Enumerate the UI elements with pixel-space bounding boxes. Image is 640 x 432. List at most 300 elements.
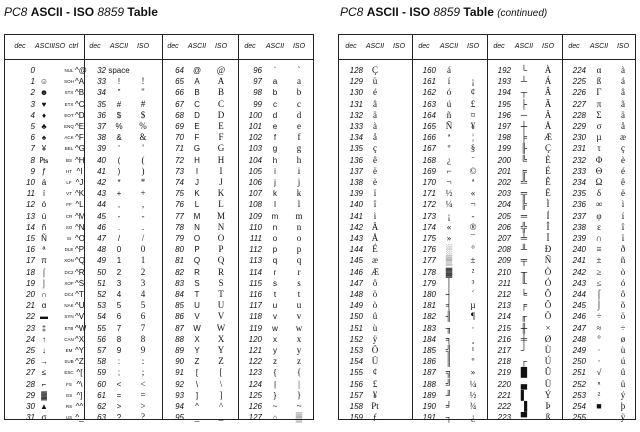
dec-cell: 105: [248, 166, 262, 176]
ascii-cell: ╙: [520, 277, 528, 288]
column-header: dec: [167, 43, 179, 50]
dec-cell: 123: [248, 368, 262, 378]
dec-cell: 84: [175, 290, 184, 299]
iso-cell: %: [139, 121, 147, 131]
left-title-main: ASCII - ISO: [30, 5, 95, 19]
iso-cell: Ê: [545, 177, 551, 187]
dec-cell: 120: [248, 334, 262, 344]
iso-cell: D: [217, 109, 225, 120]
ctrl-name-cell: NUL: [64, 68, 74, 73]
ascii-cell: ¥: [41, 144, 47, 154]
iso-cell: _: [218, 412, 224, 423]
ascii-cell: ╢: [445, 311, 453, 322]
iso-cell: ü: [620, 378, 626, 389]
dec-cell: 71: [175, 144, 184, 154]
table-row: [562, 311, 637, 322]
dec-cell: 192: [497, 66, 511, 75]
ascii-cell: Γ: [596, 87, 602, 98]
ascii-cell: ║: [445, 356, 453, 367]
ascii-cell: V: [194, 312, 200, 322]
iso-cell: =: [140, 389, 146, 400]
table-row: [339, 99, 412, 110]
ascii-cell: ¿: [447, 154, 451, 165]
ascii-cell: Ç: [371, 65, 378, 75]
iso-cell: ï: [621, 233, 625, 243]
table-row: [5, 345, 84, 356]
ascii-cell: o: [272, 234, 278, 243]
table-row: [412, 390, 487, 401]
ascii-cell: ): [117, 166, 121, 176]
iso-cell: Q: [217, 255, 225, 266]
table-row: [339, 356, 412, 367]
dec-cell: 154: [349, 357, 363, 367]
ascii-cell: >: [116, 402, 122, 411]
table-row: [339, 311, 412, 322]
table-row: [562, 345, 637, 356]
ascii-cell: ≡: [596, 244, 602, 255]
ctrl-key-cell: ^P: [75, 245, 85, 255]
table-row: [487, 76, 562, 87]
dec-cell: 163: [422, 99, 436, 109]
ascii-cell: ?: [116, 413, 122, 423]
ascii-cell: ↑: [42, 334, 46, 344]
ascii-cell: O: [193, 234, 201, 243]
ascii-cell: e: [272, 122, 278, 131]
ctrl-key-cell: ^A: [75, 77, 85, 87]
table-row: [238, 311, 315, 322]
ctrl-key-cell: ^S: [75, 278, 85, 288]
dec-cell: 98: [253, 88, 262, 98]
dec-cell: 213: [497, 301, 511, 311]
iso-cell: d: [296, 109, 302, 120]
table-row: [238, 244, 315, 255]
ascii-cell: 7: [116, 323, 122, 333]
ascii-cell: ╕: [445, 333, 453, 344]
ctrl-name-cell: SOH: [64, 79, 74, 85]
dec-cell: 190: [422, 402, 436, 411]
table-row: [238, 121, 315, 132]
right-column-group-3: [562, 35, 637, 423]
ctrl-name-cell: FF: [66, 202, 72, 208]
iso-cell: @: [216, 65, 226, 75]
iso-cell: ó: [620, 277, 626, 288]
iso-cell: Õ: [544, 300, 552, 311]
iso-cell: (: [141, 154, 145, 165]
ctrl-name-cell: EM: [65, 348, 73, 353]
dec-cell: 0: [30, 66, 35, 75]
ascii-cell: ": [117, 88, 121, 98]
dec-cell: 212: [497, 290, 511, 299]
dec-cell: 54: [97, 312, 106, 322]
table-row: [487, 65, 562, 76]
iso-cell: H: [217, 154, 225, 165]
ascii-cell: ┬: [520, 87, 528, 98]
dec-cell: 20: [26, 290, 35, 299]
left-title-prefix: PC8: [4, 5, 28, 19]
ascii-cell: /: [117, 234, 121, 243]
ascii-cell: 4: [116, 290, 122, 299]
dec-cell: 226: [572, 88, 586, 98]
dec-cell: 2: [30, 88, 35, 98]
iso-cell: ³: [471, 277, 475, 288]
ctrl-key-cell: ^H: [75, 155, 85, 165]
dec-cell: 110: [249, 222, 262, 232]
iso-cell: Ù: [544, 345, 552, 355]
ascii-cell: ²: [597, 389, 601, 400]
ascii-cell: ·: [597, 356, 601, 367]
table-row: [84, 87, 162, 98]
iso-cell: 9: [140, 345, 146, 355]
ascii-cell: u: [272, 301, 278, 311]
ascii-cell: ╥: [520, 266, 528, 277]
iso-cell: Ú: [544, 356, 552, 367]
table-row: [562, 143, 637, 154]
table-row: [5, 143, 84, 154]
table-row: [339, 143, 412, 154]
table-row: [5, 289, 84, 300]
ctrl-name-cell: DC2: [64, 269, 74, 275]
table-row: [487, 211, 562, 222]
table-row: [162, 401, 238, 412]
table-row: [487, 110, 562, 121]
iso-cell: ;: [141, 367, 145, 378]
table-row: [487, 267, 562, 278]
ascii-cell: ╧: [520, 233, 528, 243]
dec-cell: 17: [26, 256, 35, 266]
ascii-cell: ε: [597, 221, 601, 232]
table-row: [562, 87, 637, 98]
table-row: [562, 390, 637, 401]
dec-cell: 135: [349, 144, 363, 154]
table-row: [84, 289, 162, 300]
table-row: [84, 143, 162, 154]
table-row: [487, 334, 562, 345]
dec-cell: 201: [497, 166, 511, 176]
ctrl-key-cell: ^R: [75, 267, 85, 277]
dec-cell: 174: [422, 222, 436, 232]
ascii-cell: ╞: [520, 132, 528, 143]
ascii-cell: ó: [446, 87, 452, 98]
ctrl-key-cell: ^]: [76, 390, 83, 400]
table-row: [162, 334, 238, 345]
iso-cell: Ã: [544, 98, 552, 109]
ctrl-name-cell: XON: [64, 258, 74, 264]
iso-cell: U: [217, 300, 225, 311]
table-row: [487, 188, 562, 199]
iso-cell: w: [295, 322, 303, 333]
table-row: [339, 222, 412, 233]
ascii-cell: »: [446, 233, 452, 243]
ascii-cell: m: [271, 211, 279, 221]
iso-cell: ¡: [471, 76, 475, 87]
table-row: [162, 121, 238, 132]
iso-cell: ¯: [470, 233, 476, 243]
dec-cell: 79: [175, 234, 184, 243]
dec-cell: 82: [175, 267, 184, 277]
ctrl-name-cell: CR: [65, 213, 73, 219]
dec-cell: 115: [249, 278, 262, 288]
iso-cell: Ò: [544, 266, 552, 277]
ascii-cell: │: [445, 277, 453, 288]
ctrl-name-cell: GS: [65, 392, 73, 398]
iso-cell: ¸: [471, 333, 475, 344]
iso-cell: B: [217, 87, 224, 98]
iso-cell: O: [217, 233, 225, 243]
table-row: [487, 311, 562, 322]
table-row: [84, 401, 162, 412]
iso-cell: Æ: [543, 132, 552, 143]
right-title-suffix: Table: [463, 5, 494, 19]
ascii-cell: ♥: [41, 99, 47, 109]
ascii-cell: ╡: [445, 300, 453, 311]
ascii-cell: s: [273, 278, 277, 288]
dec-cell: 116: [249, 290, 262, 299]
iso-cell: Í: [546, 210, 550, 221]
ascii-cell: f: [273, 133, 277, 143]
dec-cell: 184: [422, 334, 436, 344]
iso-cell: !: [141, 76, 145, 87]
dec-cell: 205: [497, 211, 511, 221]
table-row: [84, 233, 162, 244]
iso-cell: 8: [140, 333, 146, 344]
dec-cell: 33: [97, 77, 106, 87]
ctrl-key-cell: ^^: [75, 402, 84, 411]
iso-cell: 5: [140, 300, 146, 311]
right-ascii-table: [338, 34, 636, 423]
table-row: [5, 244, 84, 255]
ctrl-key-cell: ^T: [75, 290, 84, 299]
iso-cell: å: [621, 121, 625, 131]
ascii-cell: c: [273, 99, 277, 109]
iso-cell: ô: [620, 289, 626, 299]
ascii-cell: ▒: [445, 255, 453, 266]
dec-cell: 27: [26, 368, 35, 378]
iso-cell: c: [297, 98, 301, 109]
ctrl-key-cell: ^L: [75, 200, 84, 210]
iso-cell: ä: [621, 109, 625, 120]
iso-cell: f: [297, 132, 301, 143]
ascii-cell: ∞: [595, 199, 603, 210]
dec-cell: 126: [248, 402, 262, 411]
iso-cell: ò: [620, 266, 626, 277]
ascii-cell: ≈: [596, 322, 602, 333]
table-row: [162, 323, 238, 334]
ctrl-key-cell: ^M: [75, 211, 86, 221]
iso-cell: ã: [621, 98, 625, 109]
table-row: [238, 289, 315, 300]
ascii-cell: ▬: [40, 312, 48, 322]
table-row: [487, 155, 562, 166]
dec-cell: 31: [26, 413, 35, 423]
dec-cell: 215: [497, 323, 511, 333]
dec-cell: 96: [253, 66, 262, 75]
table-row: [412, 278, 487, 289]
ctrl-key-cell: ^C: [75, 99, 85, 109]
dec-cell: 34: [97, 88, 106, 98]
dec-cell: 23: [26, 323, 35, 333]
left-title-num: 8859: [97, 5, 125, 19]
ascii-cell: «: [446, 221, 452, 232]
ascii-cell: |: [273, 379, 277, 389]
table-row: [5, 65, 87, 76]
iso-cell: µ: [470, 300, 476, 311]
dec-cell: 103: [248, 144, 262, 154]
ascii-cell: å: [373, 132, 377, 143]
ascii-cell: á: [447, 65, 451, 75]
ascii-cell: [: [195, 368, 199, 378]
iso-cell: ^: [218, 401, 224, 411]
dec-cell: 66: [175, 88, 184, 98]
dec-cell: 26: [26, 357, 35, 367]
dec-cell: 74: [175, 178, 184, 187]
ascii-cell: →: [40, 357, 48, 367]
ascii-cell: ÷: [596, 311, 602, 322]
ctrl-key-cell: ^I: [76, 166, 83, 176]
table-row: [412, 222, 487, 233]
ctrl-name-cell: EOT: [64, 112, 74, 118]
dec-cell: 199: [497, 144, 511, 154]
dec-cell: 130: [349, 88, 363, 98]
iso-cell: |: [298, 378, 300, 389]
table-row: [339, 267, 412, 278]
ascii-cell: ⌡: [596, 300, 602, 311]
ascii-cell: α: [596, 65, 602, 75]
table-row: [238, 110, 315, 121]
iso-cell: ]: [219, 389, 223, 400]
ascii-cell: W: [193, 323, 201, 333]
table-row: [487, 87, 562, 98]
iso-cell: Y: [217, 345, 225, 355]
dec-cell: 32: [97, 66, 106, 75]
dec-cell: 56: [97, 334, 106, 344]
table-row: [238, 65, 315, 76]
right-title-continued: (continued): [497, 8, 548, 19]
ascii-cell: 8: [116, 334, 122, 344]
ascii-cell: ▀: [520, 412, 528, 423]
iso-cell: ²: [471, 266, 475, 277]
ctrl-key-cell: ^\: [76, 379, 83, 389]
iso-cell: ù: [620, 345, 626, 355]
dec-cell: 13: [26, 211, 35, 221]
iso-cell: A: [217, 76, 225, 87]
table-row: [412, 132, 487, 143]
table-row: [339, 87, 412, 98]
table-row: [238, 177, 315, 188]
ascii-cell: Ä: [371, 221, 379, 232]
dec-cell: 160: [422, 66, 436, 75]
dec-cell: 210: [497, 267, 511, 277]
table-row: [562, 121, 637, 132]
ctrl-name-cell: ETX: [64, 101, 74, 107]
dec-cell: 22: [26, 312, 35, 322]
iso-cell: 1: [140, 255, 146, 266]
ascii-cell: ô: [372, 277, 378, 288]
iso-cell: ¨: [471, 154, 475, 165]
ascii-cell: ░: [445, 244, 453, 255]
table-row: [487, 300, 562, 311]
dec-cell: 202: [497, 178, 511, 187]
iso-cell: $: [140, 109, 146, 120]
left-title-suffix: Table: [127, 5, 158, 19]
dec-cell: 86: [175, 312, 184, 322]
iso-cell: X: [217, 333, 225, 344]
iso-cell: ª: [471, 177, 475, 187]
ctrl-key-cell: ^Q: [75, 256, 85, 266]
iso-cell: î: [621, 221, 625, 232]
iso-cell: t: [297, 289, 301, 299]
dec-cell: 76: [175, 200, 184, 210]
dec-cell: 89: [175, 346, 184, 355]
ctrl-key-cell: ^K: [75, 189, 85, 199]
table-row: [412, 110, 487, 121]
table-row: [5, 76, 84, 87]
iso-cell: <: [140, 378, 146, 389]
ascii-cell: °: [597, 333, 601, 344]
ascii-cell: a: [272, 77, 278, 87]
iso-cell: «: [470, 188, 476, 199]
dec-cell: 100: [248, 110, 262, 120]
dec-cell: 133: [349, 122, 363, 131]
ascii-cell: ╦: [520, 188, 528, 199]
dec-cell: 242: [572, 267, 586, 277]
iso-cell: ú: [620, 356, 626, 367]
table-row: [412, 356, 487, 367]
table-row: [412, 199, 487, 210]
iso-cell: m: [295, 210, 303, 221]
table-row: [487, 166, 562, 177]
dec-cell: 19: [26, 278, 35, 288]
ascii-cell: α: [41, 301, 47, 311]
table-row: [84, 121, 162, 132]
iso-cell: &: [139, 132, 147, 143]
iso-cell: ©: [469, 165, 477, 176]
dec-cell: 94: [175, 402, 184, 411]
iso-cell: x: [296, 333, 302, 344]
dec-cell: 198: [497, 133, 511, 143]
ctrl-name-cell: NAK: [64, 303, 74, 309]
ascii-cell: ╗: [445, 367, 453, 378]
ctrl-name-cell: ACK: [64, 135, 74, 141]
ascii-cell: M: [193, 211, 201, 221]
ascii-cell: π: [596, 98, 602, 109]
table-row: [339, 401, 412, 412]
ascii-cell: -: [117, 211, 121, 221]
column-header: ISO: [214, 43, 228, 50]
table-row: [84, 334, 162, 345]
dec-cell: 67: [175, 99, 184, 109]
table-row: [339, 121, 412, 132]
iso-cell: M: [216, 210, 225, 221]
left-column-group-0: [5, 35, 87, 423]
right-title-prefix: PC8: [340, 5, 364, 19]
table-row: [162, 311, 238, 322]
ascii-cell: d: [272, 110, 278, 120]
dec-cell: 140: [349, 200, 363, 210]
iso-cell: g: [296, 143, 302, 154]
dec-cell: 144: [349, 245, 363, 255]
ctrl-key-cell: ^[: [76, 368, 83, 378]
iso-cell: þ: [620, 401, 626, 411]
dec-cell: 61: [97, 390, 106, 400]
ctrl-name-cell: BS: [65, 157, 72, 163]
ascii-cell: ì: [373, 210, 377, 221]
column-header: ISO: [292, 43, 306, 50]
dec-cell: 156: [349, 379, 363, 389]
ascii-cell: ↓: [42, 346, 46, 355]
table-row: [84, 255, 162, 266]
dec-cell: 209: [497, 256, 511, 266]
ascii-cell: Ö: [371, 345, 379, 355]
